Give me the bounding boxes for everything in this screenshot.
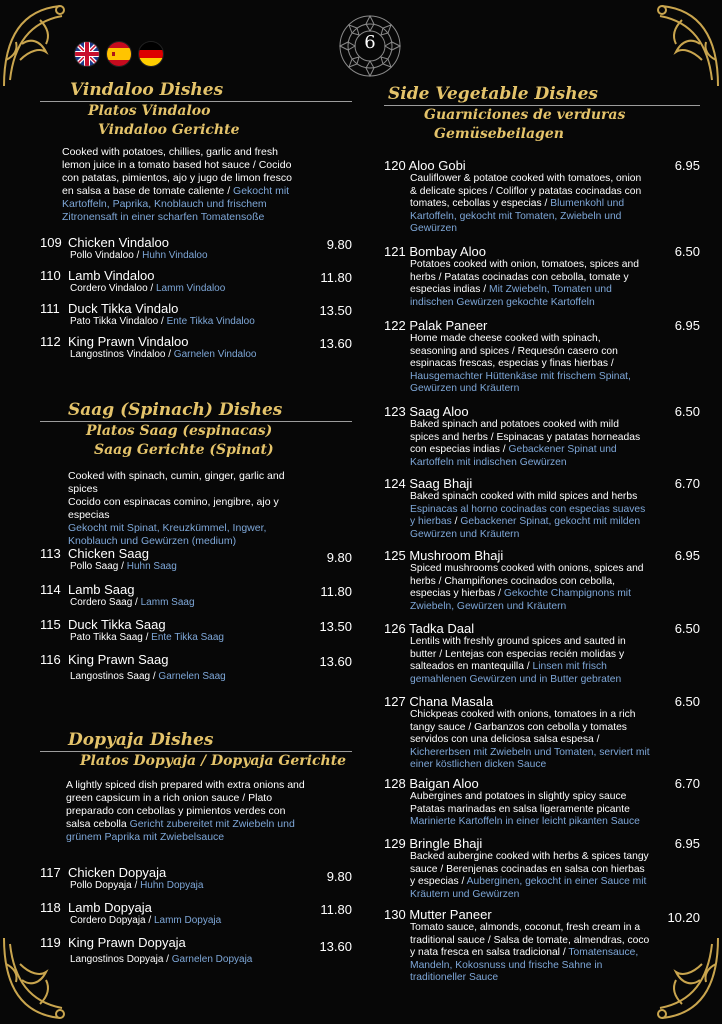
menu-item[interactable]: 126 Tadka Daal 6.50 Lentils with freshly ground spices and sauted in butter / Lentejas con especias recién molidas y salteados en mantequilla / Linsen mit frisch gemahlenen Gewürzen und in Butter gebraten bbox=[384, 621, 700, 685]
section-title: Saag (Spinach) Dishes bbox=[68, 400, 283, 420]
menu-item[interactable]: 125 Mushroom Bhaji 6.95 Spiced mushrooms cooked with onions, spices and herbs / Champiñones cocinados con cebolla, especias y hierbas / Gekochte Champignons mit Zwiebeln, Gewürzen und Kräutern bbox=[384, 548, 700, 612]
menu-page: 6 Vindaloo Dishes Platos Vindaloo Vindaloo Gerichte Cooked with potatoes, chillies, garlic and fresh lemon juice in a tomato based hot sauce / Cocido con patatas, pimientos, ajo y jugo de limon fresco en salsa a base de tomate caliente / Gekocht mit Kartoffeln, Paprika, Knoblauch und frischem Zitronensaft in einer scharfen Tomatensoße 109 Chicken Vindaloo 9.80 Pollo Vindaloo / Huhn Vindaloo 110 Lamb Vindaloo 11.80 Cordero Vindaloo / Lamm Vindaloo 111 Duck Tikka Vindalo 13.50 Pato Tikka Vindaloo / Ente Tikka Vindaloo 112 King Prawn Vindaloo 13.60 Langostinos Vindaloo / Garnelen Vindaloo Saag (Spinach) Dishes Platos Saag (espinacas) Saag Gerichte (Spinat) Cooked with spinach, cumin, ginger, garlic and spices Cocido con espinacas comino, jengibre, ajo y especias Gekocht mit Spinat, Kreuzkümmel, Ingwer, Knoblauch und Gewürzen (medium) 113 Chicken Saag 9.80 Pollo Saag / Huhn Saag 114 Lamb Saag 11.80 Cordero Saag / Lamm Saag 115 Duck Tikka Saag 13.50 Pato Tikka Saag / Ente Tikka Saag 116 King Prawn Saag 13.60 Langostinos Saag / Garnelen Saag Dopyaja Dishes Platos Dopyaja / Dopyaja Gerichte A lightly spiced dish prepared with extra onions and green capsicum in a rich onion sauce / Plato preparado con cebollas y pimientos verdes con salsa cebolla Gericht zubereitet mit Zwiebeln und grünem Paprika mit Zwiebelsauce 117 Chicken Dopyaja 9.80 Pollo Dopyaja / Huhn Dopyaja 118 Lamb Dopyaja 11.80 Cordero Dopyaja / Lamm Dopyaja 119 King Prawn Dopyaja 13.60 Langostinos Dopyaja / Garnelen Dopyaja Side Vegetable Dishes Guarniciones de verduras Gemüsebeilagen 120 Aloo Gobi 6.95 Cauliflower & potatoe cooked with tomatoes, onion & delicate spices / Coliflor y patatas cocinadas con tomates, cebollas y especias / Blumenkohl und Kartoffeln, gekocht mit Tomaten, Zwiebeln und Gewürzen 121 Bombay Aloo 6.50 Potatoes cooked with onion, tomatoes, spices and herbs / Patatas cocinadas con cebolla, tomate y especias indias / Mit Zwiebeln, Tomaten und indischen Gewürzen gekochte Kartoffeln 122 Palak Paneer 6.95 Home made cheese cooked with spinach, seasoning and spices / Requesón casero con espinacas frescas, especias y finas hierbas / Hausgemachter Hüttenkäse mit frischem Spinat, Gewürzen und Kräutern 123 Saag Aloo 6.50 Baked spinach and potatoes cooked with mild spices and herbs / Espinacas y patatas horneadas con especias indias / Gebackener Spinat und Kartoffeln mit indischen Gewürzen 124 Saag Bhaji 6.70 Baked spinach cooked with mild spices and herbs Espinacas al horno cocinadas con especias suaves y hierbas / Gebackener Spinat, gekocht mit milden Gewürzen und Kräutern 125 Mushroom Bhaji 6.95 Spiced mushrooms cooked with onions, spices and herbs / Champiñones cocinados con cebolla, especias y hierbas / Gekochte Champignons mit Zwiebeln, Gewürzen und Kräutern 126 Tadka Daal 6.50 Lentils with freshly ground spices and sauted in butter / Lentejas con especias recién molidas y salteados en mantequilla / Linsen mit frisch gemahlenen Gewürzen und in Butter gebraten 127 Chana Masala 6.50 Chickpeas cooked with onions, tomatoes in a rich tangy sauce / Garbanzos con cebolla y tomates servidos con una deliciosa salsa espesa / Kichererbsen mit Zwiebeln und Tomaten, serviert mit einer köstlichen dicken Sauce 128 Baigan Aloo 6.70 Aubergines and potatoes in slightly spicy sauce Patatas marinadas en salsa ligeramente picante Marinierte Kartoffeln in einer leicht pikanten Sauce 129 Bringle Bhaji 6.95 Backed aubergine cooked with herbs & spices tangy sauce / Berenjenas cocinadas en salsa con hierbas y especias / Auberginen, gekocht in einer Sauce mit Kräutern und Gewürzen 130 Mutter Paneer 10.20 Tomato sauce, almonds, coconut, fresh cream in a traditional sauce / Salsa de tomate, almendras, coco y nata fresca en salsa tradicional / Tomatensauce, Mandeln, Kokosnuss und frische Sahne in traditioneller Sauce bbox=[0, 0, 722, 1024]
section-title: Dopyaja Dishes bbox=[68, 730, 214, 750]
menu-item[interactable]: 120 Aloo Gobi 6.95 Cauliflower & potatoe cooked with tomatoes, onion & delicate spices / Coliflor y patatas cocinadas con tomates, cebollas y especias / Blumenkohl und Kartoffeln, gekocht mit Tomaten, Zwiebeln und Gewürzen bbox=[384, 158, 700, 234]
germany-flag-icon[interactable] bbox=[138, 41, 164, 67]
page-number: 6 bbox=[364, 32, 376, 53]
section-subtitle-de: Saag Gerichte (Spinat) bbox=[94, 442, 274, 458]
vindaloo-section bbox=[40, 80, 352, 224]
section-subtitle-de: Gemüsebeilagen bbox=[434, 126, 564, 142]
menu-item[interactable]: 129 Bringle Bhaji 6.95 Backed aubergine cooked with herbs & spices tangy sauce / Berenjenas cocinadas en salsa con hierbas y especias / Auberginen, gekocht in einer Sauce mit Kräutern und Gewürzen bbox=[384, 836, 700, 900]
section-title: Side Vegetable Dishes bbox=[388, 84, 598, 104]
menu-item[interactable]: 121 Bombay Aloo 6.50 Potatoes cooked with onion, tomatoes, spices and herbs / Patatas cocinadas con cebolla, tomate y especias indias / Mit Zwiebeln, Tomaten und indischen Gewürzen gekochte Kartoffeln bbox=[384, 244, 700, 308]
menu-item[interactable]: 128 Baigan Aloo 6.70 Aubergines and potatoes in slightly spicy sauce Patatas marinadas en salsa ligeramente picante Marinierte Kartoffeln in einer leicht pikanten Sauce bbox=[384, 776, 700, 827]
section-subtitle-es: Platos Saag (espinacas) bbox=[86, 423, 273, 439]
section-description: Cooked with spinach, cumin, ginger, garlic and spices Cocido con espinacas comino, jengibre, ajo y especias Gekocht mit Spinat, Kreuzkümmel, Ingwer, Knoblauch und Gewürzen (medium) bbox=[68, 470, 285, 547]
spain-flag-icon[interactable] bbox=[106, 41, 132, 67]
section-subtitle: Platos Dopyaja / Dopyaja Gerichte bbox=[80, 753, 347, 769]
dopyaja-section bbox=[40, 730, 352, 844]
section-description: Cooked with potatoes, chillies, garlic and fresh lemon juice in a tomato based hot sauce / Cocido con patatas, pimientos, ajo y jugo de limon fresco en salsa a base de tomate caliente / Gekocht mit Kartoffeln, Paprika, Knoblauch und frischem Zitronensaft in einer scharfen Tomatensoße bbox=[62, 146, 292, 223]
section-title: Vindaloo Dishes bbox=[70, 80, 224, 100]
section-subtitle-de: Vindaloo Gerichte bbox=[98, 122, 240, 138]
menu-item[interactable]: 127 Chana Masala 6.50 Chickpeas cooked with onions, tomatoes in a rich tangy sauce / Garbanzos con cebolla y tomates servidos con una deliciosa salsa espesa / Kichererbsen mit Zwiebeln und Tomaten, serviert mit einer köstlichen dicken Sauce bbox=[384, 694, 700, 770]
menu-item[interactable]: 130 Mutter Paneer 10.20 Tomato sauce, almonds, coconut, fresh cream in a traditional sauce / Salsa de tomate, almendras, coco y nata fresca en salsa tradicional / Tomatensauce, Mandeln, Kokosnuss und frische Sahne in traditioneller Sauce bbox=[384, 907, 700, 983]
section-subtitle-es: Guarniciones de verduras bbox=[424, 107, 626, 123]
menu-item[interactable]: 124 Saag Bhaji 6.70 Baked spinach cooked with mild spices and herbs Espinacas al horno cocinadas con especias suaves y hierbas / Gebackener Spinat, gekocht mit milden Gewürzen und Kräutern bbox=[384, 476, 700, 540]
uk-flag-icon[interactable] bbox=[74, 41, 100, 67]
menu-item[interactable]: 122 Palak Paneer 6.95 Home made cheese cooked with spinach, seasoning and spices / Requesón casero con espinacas frescas, especias y finas hierbas / Hausgemachter Hüttenkäse mit frischem Spinat, Gewürzen und Kräutern bbox=[384, 318, 700, 394]
section-subtitle-es: Platos Vindaloo bbox=[88, 103, 211, 119]
gold-corner-ornament-icon bbox=[632, 0, 722, 90]
menu-item[interactable]: 123 Saag Aloo 6.50 Baked spinach and potatoes cooked with mild spices and herbs / Espinacas y patatas horneadas con especias indias / Gebackener Spinat und Kartoffeln mit indischen Gewürzen bbox=[384, 404, 700, 468]
side-vegetable-section bbox=[384, 84, 700, 144]
section-description: A lightly spiced dish prepared with extra onions and green capsicum in a rich onion sauce / Plato preparado con cebollas y pimientos verdes con salsa cebolla Gericht zubereitet mit Zwiebeln und grünem Paprika mit Zwiebelsauce bbox=[66, 779, 305, 843]
language-flags bbox=[74, 41, 164, 67]
saag-section bbox=[40, 400, 352, 548]
